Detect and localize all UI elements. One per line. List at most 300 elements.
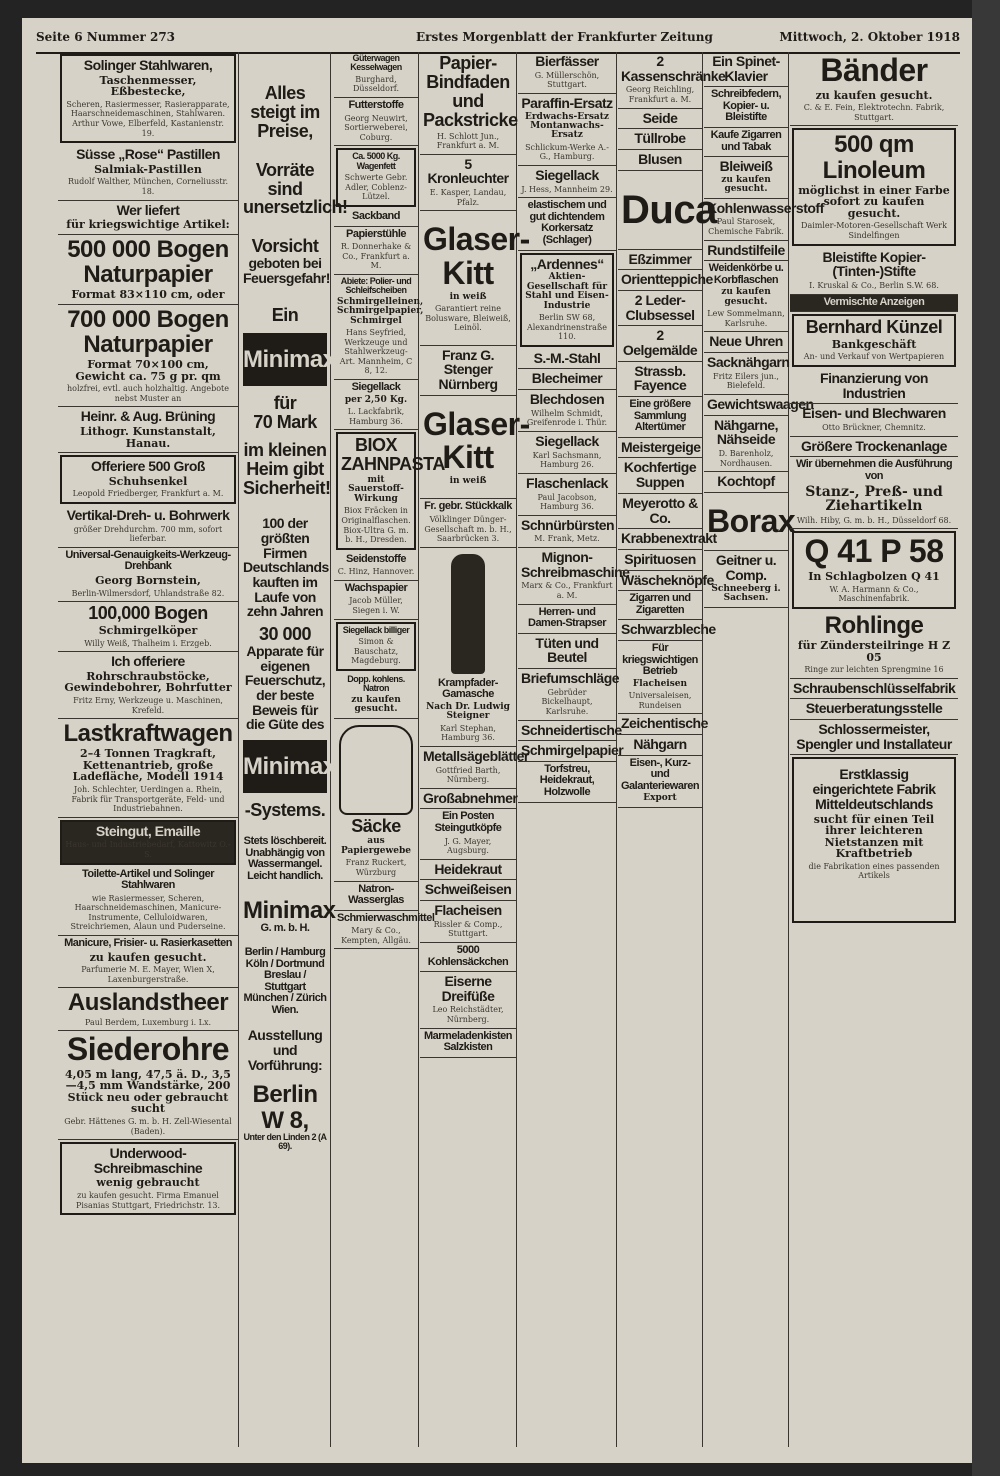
ad-body: Biox Fräcken in Originalflaschen. Biox-Ultra G. m. b. H., Dresden. [341, 506, 411, 545]
ad-headline: Güterwagen Kesselwagen [350, 53, 402, 73]
ad-body: Mary & Co., Kempten, Allgäu. [341, 926, 411, 945]
ad-subline: In Schlagbolzen Q 41 [808, 570, 940, 584]
classified-ad [420, 346, 516, 396]
ad-line: G. m. b. H. [260, 922, 310, 935]
ad-line: Unter den Linden 2 (A 69). [243, 1131, 327, 1152]
ad-body: J. Hess, Mannheim 29. [521, 184, 613, 194]
ad-line: Apparate für eigenen Feuerschutz, der beste Beweis für die Güte des [244, 642, 326, 733]
ad-headline: 2 Kassenschränke [621, 53, 726, 84]
ad-body: Rissler & Comp., Stuttgart. [433, 919, 503, 939]
classified-ad [518, 52, 616, 94]
classified-ad [334, 98, 418, 146]
ad-line: Ein [271, 304, 299, 325]
ad-headline: Borax [707, 502, 796, 539]
ad-body: Parfumerie M. E. Mayer, Wien X, Laxenburgerstraße. [81, 965, 215, 984]
ad-body: Georg Reichling, Frankfurt a. M. [625, 85, 695, 104]
ad-headline: Siegellack [535, 433, 599, 449]
classified-ad [58, 652, 238, 719]
ad-subline: 2–4 Tonnen Tragkraft, Kettenantrieb, große Ladefläche, Modell 1914 [72, 747, 224, 784]
ad-body: C. & E. Fein, Elektrotechn. Fabrik, Stuttgart. [803, 103, 945, 122]
ad-line: -Systems. [244, 800, 326, 821]
ad-line: Alles steigt im Preise, [250, 83, 320, 141]
classified-ad [618, 397, 702, 438]
ad-line: Vorräte sind unersetzlich! [243, 159, 348, 218]
classified-ad [618, 591, 702, 620]
classified-ad [334, 380, 418, 430]
column-7 [704, 52, 824, 1447]
ad-body: Berlin SW 68, Alexandrinenstraße 110. [526, 312, 608, 342]
ad-headline: Krampfader-Gamasche [438, 676, 498, 701]
classified-ad [420, 155, 516, 212]
classified-ad [790, 699, 958, 720]
ad-headline: Auslandstheer [67, 989, 229, 1017]
ad-headline: Ein Spinet-Klavier [712, 53, 780, 84]
ad-headline: Bernhard Künzel [805, 317, 943, 338]
classified-ad [618, 494, 702, 529]
ad-subline: Erdwachs-Ersatz Montanwachs-Ersatz [524, 111, 610, 141]
minimax-logo: Minimax [243, 333, 327, 386]
ad-headline: Schreibfedern, Kopier- u. Bleistifte [710, 88, 782, 124]
ad-headline: Erstklassig eingerichtete Fabrik Mitteldeutschlands [812, 766, 936, 812]
ad-headline: 2 Leder-Clubsessel [625, 292, 695, 323]
classified-ad [58, 506, 238, 548]
classified-ad [336, 622, 416, 671]
classified-ad [58, 867, 238, 936]
classified-ad [58, 602, 238, 652]
ad-headline: Für kriegswichtigen Betrieb [622, 642, 698, 678]
ad-body: Jacob Müller, Siegen i. W. [349, 596, 403, 615]
ad-headline: Wachspapier [344, 581, 408, 594]
classified-ad [420, 396, 530, 500]
classified-ad [618, 714, 708, 735]
ad-subline: Schmirgelleinen, Schmirgelpapier, Schmirgel [337, 296, 424, 326]
ad-headline: Schwarzbleche [621, 621, 716, 638]
ad-headline: Säcke [351, 815, 401, 836]
classified-ad [704, 128, 788, 157]
classified-ad [792, 531, 956, 608]
classified-ad [518, 721, 622, 742]
classified-ad [704, 332, 788, 353]
ad-line: 70 Mark [253, 411, 317, 432]
ad-headline: Schnürbürsten [521, 516, 615, 533]
ad-subline: per 2,50 Kg. [344, 394, 408, 405]
ad-headline: Eisen-, Kurz- und Galanteriewaren [621, 756, 700, 792]
classified-ad [618, 250, 702, 271]
ad-body: Berlin-Wilmersdorf, Uhlandstraße 82. [71, 588, 225, 598]
ad-headline: Wir übernehmen die Ausführung von [795, 458, 953, 482]
ad-body: Daimler-Motoren-Gesellschaft Werk Sindelfingen [801, 221, 947, 240]
ad-body: Universaleisen, Rundeisen [628, 691, 692, 710]
minimax-logo: Minimax [243, 740, 327, 793]
ad-body: Fritz Erny, Werkzeuge u. Maschinen, Krefeld. [73, 695, 223, 715]
classified-ad [618, 129, 702, 150]
ad-headline: Manicure, Frisier- u. Rasierkasetten [64, 937, 232, 950]
ad-body: C. Hinz, Hannover. [337, 567, 415, 577]
scanner-border [972, 0, 1000, 1476]
classified-ad [420, 52, 516, 155]
ad-subline: in weiß [449, 475, 487, 486]
ad-body: Burghard, Düsseldorf. [352, 74, 400, 94]
ad-headline: Ich offeriere [111, 653, 185, 670]
classified-ad [58, 1031, 238, 1140]
classified-ad [518, 634, 616, 669]
ad-subline: Schneeberg i. Sachsen. [711, 583, 781, 604]
classified-ad [420, 789, 516, 810]
ad-headline: 500 000 Bogen Naturpapier [67, 235, 229, 288]
ad-headline: Papier-Bindfaden und Packstricke [423, 53, 518, 130]
ad-headline: 500 qm Linoleum [822, 131, 926, 184]
classified-ad [58, 548, 238, 602]
sack-illustration [339, 725, 413, 815]
classified-ad [420, 880, 516, 901]
classified-ad [518, 548, 630, 605]
ad-body: Lew Sommelmann, Karlsruhe. [707, 309, 785, 328]
ad-headline: Schweißeisen [424, 881, 512, 898]
classified-ad [618, 171, 717, 250]
ad-body: Rudolf Walther, München, Corneliusstr. 18. [67, 177, 229, 196]
ad-body: größer Drehdurchm. 700 mm, sofort lieferbar. [73, 524, 223, 544]
ad-headline: Mignon-Schreibmaschine [521, 549, 630, 580]
ad-headline: Eßzimmer [628, 250, 692, 267]
ad-headline: Flacheisen [434, 902, 502, 919]
ad-headline: Finanzierung von Industrien [820, 370, 928, 401]
ad-body: Scheren, Rasiermesser, Rasierapparate, Haarschneidemaschinen, Stahlwaren. Arthur Vowe, Elberfeld, Kastanienstr. 19. [66, 99, 230, 138]
classified-ad [704, 241, 788, 262]
ad-body: die Fabrikation eines passenden Artikels [808, 861, 940, 881]
ad-headline: 5000 Kohlensäckchen [427, 943, 509, 968]
classified-ad [790, 295, 958, 313]
ad-body: Ringe zur leichten Sprengmine 16 [804, 665, 944, 675]
classified-ad [790, 248, 958, 295]
ad-subline: zu kaufen gesucht. [351, 694, 401, 715]
classified-ad [334, 209, 418, 227]
page-number: Seite 6 Nummer 273 [36, 30, 176, 44]
classified-ad [790, 52, 958, 126]
ad-body: Joh. Schlechter, Uerdingen a. Rhein, Fabrik für Transportgeräte, Feld- und Industriebahnen. [71, 784, 225, 814]
ad-headline: Ca. 5000 Kg. Wagenfett [352, 151, 400, 171]
ad-subline: sucht für einen Teil ihrer leichteren Nietstanzen mit Kraftbetrieb [813, 812, 935, 861]
classified-ad [618, 458, 702, 493]
classified-ad [518, 762, 616, 803]
ad-subline: Nach Dr. Ludwig Steigner [426, 701, 510, 722]
ad-headline: Gewichtswaagen [707, 395, 814, 412]
classified-ad [792, 128, 956, 245]
ad-body: holzfrei, evtl. auch holzhaltig. Angebote nebst Muster an [67, 384, 229, 403]
ad-subline: zu kaufen gesucht. [721, 174, 771, 195]
ad-body: Paul Berdem, Luxemburg i. Lx. [84, 1017, 212, 1027]
ad-headline: Bleiweiß [719, 158, 773, 175]
ad-line: Minimax [243, 897, 336, 925]
ad-body: Schlickum-Werke A.-G., Hamburg. [525, 142, 609, 162]
ad-headline: Dopp. kohlens. Natron [347, 673, 405, 694]
classified-ad [334, 719, 418, 882]
classified-ad [58, 719, 238, 818]
ad-body: Leopold Friedberger, Frankfurt a. M. [72, 489, 224, 499]
ad-headline: Underwood-Schreibmaschine [93, 1145, 203, 1176]
ad-subline: Aktien-Gesellschaft für Stahl und Eisen-Industrie [525, 272, 609, 311]
ad-headline: Abiete: Polier- und Schleifscheiben [340, 275, 412, 296]
classified-ad [704, 472, 788, 493]
ad-headline: 100,000 Bogen [88, 603, 208, 624]
ad-headline: Metallsägeblätter [423, 747, 529, 764]
ad-headline: Heidekraut [434, 860, 502, 877]
ad-headline: 700 000 Bogen Naturpapier [67, 305, 229, 358]
classified-ad [704, 551, 788, 607]
classified-ad [618, 362, 702, 397]
ad-subline: Stanz-, Preß- und Ziehartikeln [805, 483, 943, 515]
ad-headline: Großabnehmer [423, 789, 518, 806]
classified-ad [704, 87, 788, 128]
gaiter-illustration [451, 554, 485, 674]
ad-headline: Siegellack [351, 381, 401, 394]
ad-body: G. Müllerschön, Stuttgart. [534, 70, 600, 90]
ad-body: Otto Brückner, Chemnitz. [822, 423, 926, 433]
ad-headline: Steingut, Emaille [95, 822, 201, 839]
ad-body: An- und Verkauf von Wertpapieren [803, 352, 945, 362]
ad-subline: für kriegswichtige Artikel: [66, 218, 230, 232]
classified-ad [790, 437, 958, 458]
classified-ad [60, 455, 236, 504]
ad-headline: Meistergeige [621, 438, 701, 455]
ad-headline: Franz G. Stenger Nürnberg [438, 346, 498, 393]
ad-subline: möglichst in einer Farbe sofort zu kaufen gesucht. [798, 183, 950, 220]
ad-headline: Kohlenwasserstoff [707, 199, 824, 216]
ad-headline: Weidenkörbe u. Korbflaschen [708, 262, 784, 286]
classified-ad [704, 353, 788, 395]
ad-headline: Neue Uhren [709, 333, 783, 350]
ad-line: Stets löschbereit. Unabhängig von Wassermangel. Leicht handlich. [243, 835, 327, 882]
ad-subline: Lithogr. Kunstanstalt, Hanau. [80, 425, 216, 450]
ad-line: 30 000 [258, 623, 312, 644]
classified-ad [618, 620, 716, 641]
classified-ad [618, 52, 726, 109]
classified-ad [58, 407, 238, 453]
ad-headline: Futterstoffe [348, 99, 404, 112]
ad-headline: Siegellack billiger [342, 624, 410, 635]
ad-body: Georg Neuwirt, Sortierweberei, Coburg. [344, 113, 408, 142]
classified-ad [618, 438, 702, 459]
ad-body: L. Lackfabrik, Hamburg 36. [347, 407, 405, 426]
ad-body: R. Donnerhake & Co., Frankfurt a. M. [340, 242, 412, 271]
ad-body: Simon & Bauschatz, Magdeburg. [351, 637, 401, 666]
ad-headline: Schmirgelpapier [521, 742, 624, 759]
classified-ad [704, 52, 788, 87]
classified-ad [518, 369, 616, 390]
classified-ad [618, 571, 714, 592]
classified-ad [518, 516, 616, 548]
classified-ad [420, 809, 516, 859]
ad-headline: Duca [621, 187, 717, 232]
ad-headline: Steuerberatungsstelle [805, 700, 943, 717]
classified-ad [618, 270, 713, 291]
classified-ad [618, 529, 717, 550]
classified-ad [618, 735, 702, 756]
ad-body: Gebr. Hättenes G. m. b. H. Zell-Wiesental (Baden). [64, 1116, 232, 1136]
classified-ad [518, 432, 616, 474]
classified-ad [420, 943, 516, 972]
ad-headline: Rohlinge [824, 611, 924, 639]
ad-headline: Blusen [638, 150, 682, 167]
ad-body: J. G. Mayer, Augsburg. [444, 836, 492, 856]
ad-headline: „Ardennes“ [530, 255, 604, 272]
ad-headline: Rundstilfeile [707, 241, 785, 258]
classified-ad [420, 548, 516, 747]
classified-ad [336, 148, 416, 207]
classified-ad [618, 291, 702, 326]
issue-date: Mittwoch, 2. Oktober 1918 [779, 30, 960, 44]
classified-ad [58, 936, 238, 988]
ad-headline: Geitner u. Comp. [715, 552, 777, 584]
ad-subline: Bankgeschäft [831, 337, 917, 351]
classified-ad [790, 679, 958, 700]
ad-headline: Marmeladenkisten Salzkisten [424, 1029, 512, 1054]
ad-headline: Wäscheknöpfe [621, 571, 714, 588]
ad-line: im kleinen Heim gibt Sicherheit! [243, 440, 331, 499]
classified-ad [518, 198, 616, 250]
classified-ad [334, 52, 418, 98]
ad-headline: Bleistifte Kopier-(Tinten-)Stifte [822, 248, 926, 280]
classified-ad [704, 157, 788, 199]
ad-headline: Nähgarn [633, 736, 687, 752]
ad-headline: Ein Posten Steingutköpfe [434, 810, 502, 834]
ad-headline: Eisen- und Blechwaren [802, 405, 946, 422]
classified-ad [420, 860, 516, 881]
ad-headline: Vermischte Anzeigen [823, 295, 925, 308]
column-1 [58, 52, 239, 1447]
ad-headline: Orientteppiche [621, 271, 713, 288]
ad-subline: Taschenmesser, Eßbestecke, [99, 73, 197, 99]
ad-headline: Offeriere 500 Groß [91, 458, 205, 475]
ad-headline: Schneidertische [521, 721, 622, 738]
classified-ad [618, 109, 702, 130]
ad-body: Karl Sachsmann, Hamburg 26. [532, 450, 602, 470]
ad-headline: Blechdosen [529, 391, 605, 408]
ad-line: geboten bei Feuersgefahr! [243, 255, 330, 286]
ad-headline: Flaschenlack [526, 474, 608, 491]
ad-headline: Kochfertige Suppen [623, 459, 697, 491]
ad-headline: Strassb. Fayence [633, 362, 687, 394]
ad-body: W. A. Harmann & Co., Maschinenfabrik. [829, 584, 919, 604]
ad-body: Paul Jacobson, Hamburg 36. [537, 492, 597, 512]
classified-ad [58, 305, 238, 408]
column-8 [790, 52, 958, 1447]
ad-body: Haus- und Industriebedarf, Kattowitz O.-S. [65, 840, 231, 859]
ad-subline: 4,05 m lang, 47,5 ä. D., 3,5—4,5 mm Wandstärke, 200 Stück neu oder gebraucht sucht [65, 1067, 231, 1116]
ad-headline: Süsse „Rose“ Pastillen [76, 146, 220, 163]
classified-ad [60, 1142, 236, 1215]
classified-ad [704, 493, 796, 552]
classified-ad [520, 253, 614, 347]
ad-subline: wenig gebraucht [96, 1176, 200, 1190]
ad-headline: Krabbenextrakt [621, 530, 717, 547]
ad-headline: Spirituosen [624, 550, 696, 567]
ad-headline: Eiserne Dreifüße [441, 973, 495, 1004]
ad-headline: Papierstühle [345, 227, 407, 240]
ad-headline: Wer liefert [116, 201, 180, 218]
classified-ad [58, 201, 238, 235]
classified-ad [704, 416, 788, 473]
classified-ad [618, 550, 702, 571]
ad-headline: Zeichentische [621, 715, 708, 732]
classified-ad [420, 901, 516, 943]
ad-body: Marx & Co., Frankfurt a. M. [521, 581, 613, 600]
ad-body: D. Barenholz, Nordhausen. [718, 449, 774, 468]
ad-subline: Georg Bornstein, [95, 573, 201, 587]
ad-headline: Kaufe Zigarren und Tabak [710, 129, 782, 153]
ad-subline: Export [643, 793, 677, 804]
ad-headline: Meyerotto & Co. [622, 494, 698, 526]
classified-ad [420, 1029, 516, 1058]
ad-body: Gottfried Barth, Nürnberg. [435, 765, 501, 785]
ad-subline: Format 83×110 cm, oder [71, 288, 225, 302]
newspaper-title: Erstes Morgenblatt der Frankfurter Zeitung [416, 30, 713, 44]
ad-headline: Siegellack [535, 167, 599, 184]
ad-subline: Schmirgelköper [98, 624, 198, 637]
ad-headline: Glaser-Kitt [423, 221, 530, 291]
ad-body: Wilhelm Schmidt, Greifenrode i. Thür. [526, 408, 608, 428]
column-4 [420, 52, 530, 1447]
classified-ad [790, 720, 958, 755]
ad-headline: Schraubenschlüsselfabrik [793, 679, 956, 696]
ad-subline: Flacheisen [632, 678, 688, 689]
classified-ad [792, 314, 956, 367]
ad-line: 100 der größten Firmen Deutschlands kauften im Laufe von zehn Jahren [243, 515, 329, 620]
ad-headline: Fr. gebr. Stückkalk [424, 500, 512, 513]
ad-body: E. Kasper, Landau, Pfalz. [429, 188, 507, 207]
classified-ad [790, 369, 958, 404]
classified-ad [420, 747, 529, 789]
ad-headline: Zigarren und Zigaretten [629, 592, 691, 616]
ad-body: M. Frank, Metz. [534, 534, 600, 544]
ad-subline: zu kaufen gesucht. [89, 950, 207, 964]
ad-headline: Nähgarne, Nähseide [714, 416, 778, 448]
classified-ad [58, 988, 238, 1031]
ad-body: Garantiert reine Bolusware, Bleiweiß, Leinöl. [425, 303, 511, 333]
classified-ad [518, 94, 616, 166]
ad-headline: BIOX ZAHNPASTA [341, 435, 445, 475]
classified-ad [790, 404, 958, 436]
ad-body: H. Schlott Jun., Frankfurt a. M. [436, 131, 500, 151]
ad-headline: Q 41 P 58 [804, 533, 944, 570]
ad-subline: Schuhsenkel [108, 474, 188, 488]
ad-subline: Format 70×100 cm, Gewicht ca. 75 g pr. qm [75, 358, 221, 383]
classified-ad [334, 552, 418, 581]
ad-headline: Siederohre [66, 1031, 230, 1068]
classified-ad [420, 211, 530, 345]
column-3 [334, 52, 445, 1447]
classified-ad [518, 741, 624, 762]
ad-headline: S.-M.-Stahl [533, 349, 601, 366]
classified-ad [618, 756, 702, 808]
classified-ad [704, 395, 814, 416]
ad-headline: Solinger Stahlwaren, [83, 57, 213, 73]
ad-headline: Bierfässer [535, 53, 599, 69]
ad-headline: Torfstreu, Heidekraut, Holzwolle [539, 762, 595, 798]
classified-ad [518, 349, 616, 370]
ad-headline: 2 Oelgemälde [622, 327, 698, 359]
classified-ad [518, 605, 616, 634]
ad-subline: Rohrschraubstöcke, Gewindebohrer, Bohrfutter [64, 669, 232, 695]
ad-headline: Heinr. & Aug. Brüning [80, 408, 216, 425]
ad-body: Willy Weiß, Thalheim i. Erzgeb. [84, 638, 212, 648]
ad-headline: Herren- und Damen-Strapser [528, 605, 606, 630]
ad-headline: Vertikal-Dreh- u. Bohrwerk [66, 507, 230, 523]
classified-ad [58, 145, 238, 200]
ad-line: Ausstellung und Vorführung: [247, 1027, 323, 1073]
masthead [36, 22, 960, 54]
classified-ad [518, 669, 620, 720]
classified-ad [792, 757, 956, 922]
